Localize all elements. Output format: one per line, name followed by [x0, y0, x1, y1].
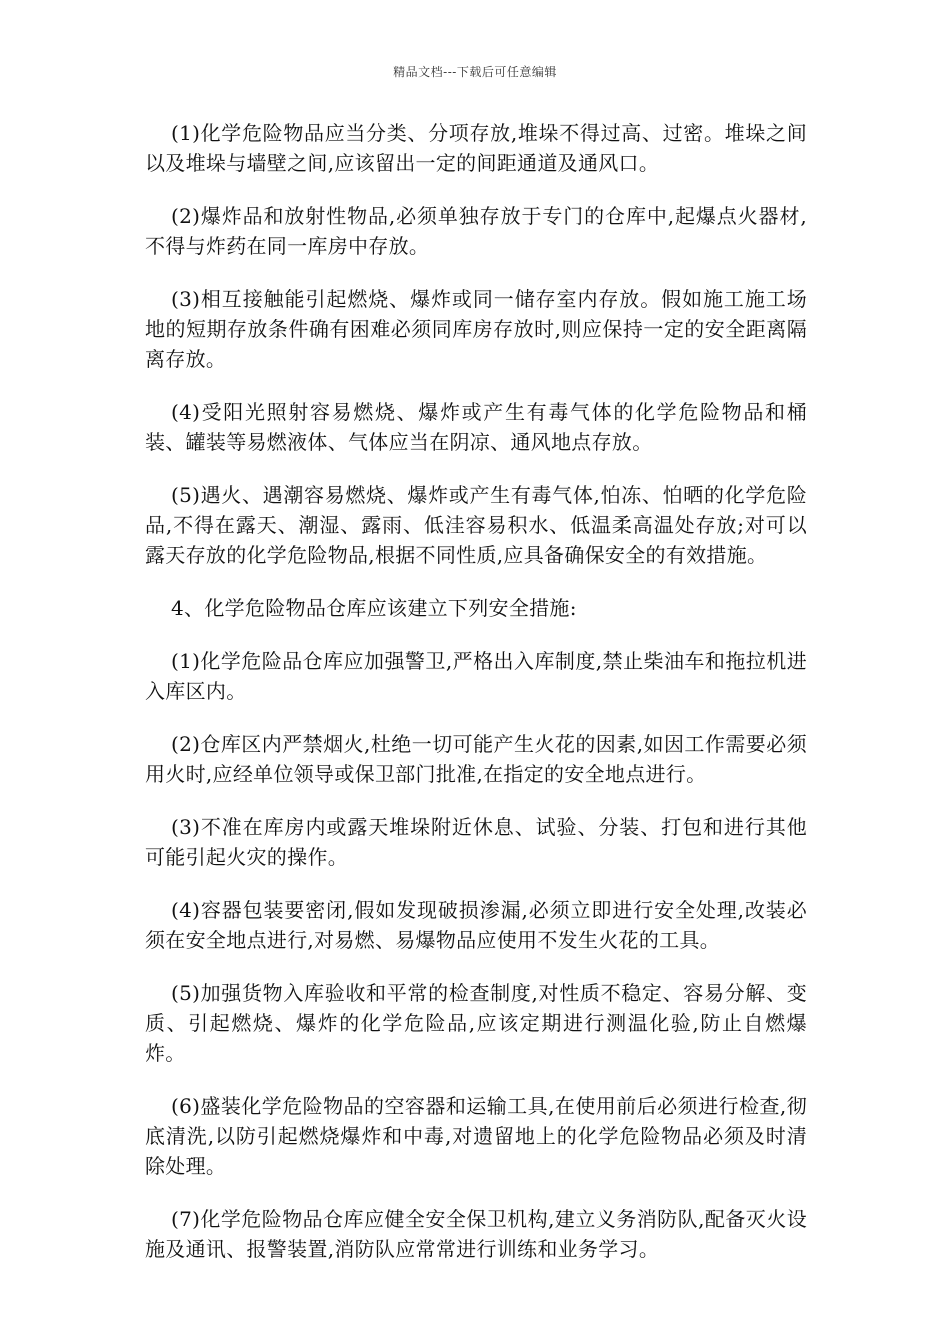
paragraph-storage-5: (5)遇火、遇潮容易燃烧、爆炸或产生有毒气体,怕冻、怕晒的化学危险品,不得在露天、潮湿、露雨、低洼容易积水、低温柔高温处存放;对可以露天存放的化学危险物品,根据不同性质,应具备确保安全的有效措施。 — [145, 483, 807, 567]
paragraph-measure-7: (7)化学危险物品仓库应健全安全保卫机构,建立义务消防队,配备灭火设施及通讯、报警装置,消防队应常常进行训练和业务学习。 — [145, 1207, 807, 1261]
paragraph-measure-3: (3)不准在库房内或露天堆垛附近休息、试验、分装、打包和进行其他可能引起火灾的操作。 — [145, 815, 807, 869]
paragraph-storage-2: (2)爆炸品和放射性物品,必须单独存放于专门的仓库中,起爆点火器材,不得与炸药在同一库房中存放。 — [145, 204, 807, 258]
section-heading-4: 4、化学危险物品仓库应该建立下列安全措施: — [171, 596, 577, 620]
document-body — [145, 118, 807, 1287]
paragraph-measure-2: (2)仓库区内严禁烟火,杜绝一切可能产生火花的因素,如因工作需要必须用火时,应经单位领导或保卫部门批准,在指定的安全地点进行。 — [145, 732, 807, 786]
paragraph-storage-1: (1)化学危险物品应当分类、分项存放,堆垛不得过高、过密。堆垛之间以及堆垛与墙壁之间,应该留出一定的间距通道及通风口。 — [145, 121, 807, 175]
paragraph-measure-5: (5)加强货物入库验收和平常的检查制度,对性质不稳定、容易分解、变质、引起燃烧、爆炸的化学危险品,应该定期进行测温化验,防止自燃爆炸。 — [145, 981, 807, 1065]
page-header: 精品文档---下载后可任意编辑 — [393, 65, 557, 79]
paragraph-measure-6: (6)盛装化学危险物品的空容器和运输工具,在使用前后必须进行检查,彻底清洗,以防引起燃烧爆炸和中毒,对遗留地上的化学危险物品必须及时清除处理。 — [145, 1094, 807, 1178]
paragraph-measure-1: (1)化学危险品仓库应加强警卫,严格出入库制度,禁止柴油车和拖拉机进入库区内。 — [145, 649, 807, 703]
paragraph-storage-4: (4)受阳光照射容易燃烧、爆炸或产生有毒气体的化学危险物品和桶装、罐装等易燃液体、气体应当在阴凉、通风地点存放。 — [145, 400, 807, 454]
paragraph-measure-4: (4)容器包装要密闭,假如发现破损渗漏,必须立即进行安全处理,改装必须在安全地点进行,对易燃、易爆物品应使用不发生火花的工具。 — [145, 898, 807, 952]
paragraph-storage-3: (3)相互接触能引起燃烧、爆炸或同一储存室内存放。假如施工施工场地的短期存放条件确有困难必须同库房存放时,则应保持一定的安全距离隔离存放。 — [145, 287, 807, 371]
